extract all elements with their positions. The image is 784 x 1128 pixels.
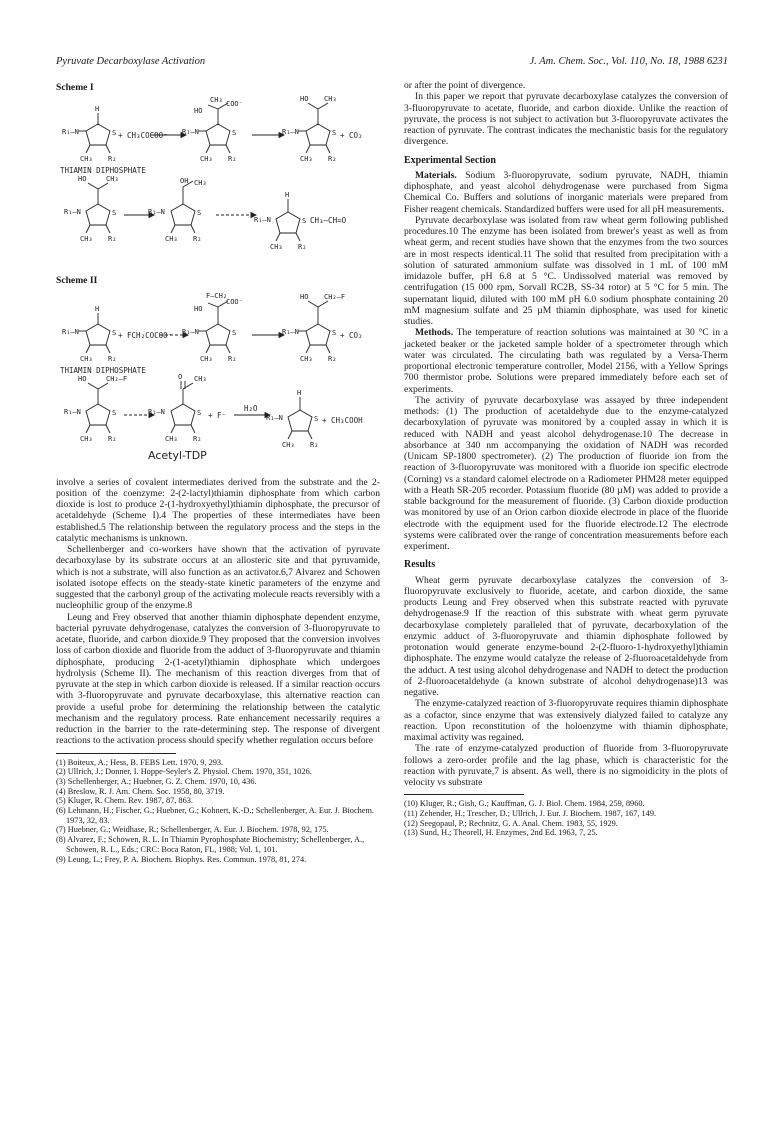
svg-text:HO: HO — [300, 292, 309, 301]
thiazolium-ring — [86, 124, 110, 145]
svg-text:CH₃: CH₃ — [80, 434, 93, 443]
svg-text:H: H — [297, 388, 302, 397]
svg-text:R₁–N: R₁–N — [282, 327, 299, 336]
running-head — [56, 56, 728, 70]
right-para-intro-2: In this paper we report that pyruvate decarboxylase catalyzes the conversion of 3-fluoropyruvate to acetate, fluoride, and carbon dioxide. Unlike the reaction of pyruvate, the process is not subject to activation but 3-fluoropyruvate activates the reaction of pyruvate. The contrast indicates the mechanistic basis for the regulatory divergence. — [404, 91, 728, 148]
footnote-6: (6) Lehmann, H.; Fischer, G.; Huebner, G.; Kohnert, K.-D.; Schellenberger, A. Eur. J. Biochem. 1973, 32, 83. — [56, 806, 374, 825]
svg-text:R₂: R₂ — [328, 155, 337, 164]
svg-text:HO: HO — [194, 107, 203, 116]
scheme-2 — [56, 287, 380, 477]
materials-heading: Materials. — [415, 169, 457, 181]
svg-text:S: S — [197, 209, 202, 218]
footnote-1: (1) Boiteux, A.; Hess, B. FEBS Lett. 1970, 9, 293. — [56, 757, 224, 767]
svg-text:H: H — [95, 105, 100, 114]
left-para-2: Schellenberger and co-workers have shown that the activation of pyruvate decarboxylase by its substrate occurs at an allosteric site and that pyruvamide, which is not a substrate, will also function as an activator.6,7 Alvarez and Schowen isolated isotope effects on the steady-state kinetic parameters of the enzyme and suggested that the carbonyl group of the activating molecule reacts reversibly with a nucleophilic group of the enzyme.8 — [56, 544, 380, 612]
svg-text:CH₃: CH₃ — [80, 155, 93, 164]
methods-para-1: The temperature of reaction solutions was maintained at 30 °C in a jacketed beaker or the jacketed sample holder of a spectrometer through which water was circulated. The circulating bath was regulated by a Versa-Therm proportional electronic temperature controller, Model 2156, with a Yellow Springs 700 thermistor probe. Solutions were prepared immediately before each set of experiments. — [404, 327, 728, 395]
svg-text:R₁–N: R₁–N — [64, 208, 81, 217]
left-footnotes — [56, 753, 380, 865]
scheme-1-drawing — [56, 93, 380, 273]
svg-text:R₂: R₂ — [193, 434, 202, 443]
results-para-1: Wheat germ pyruvate decarboxylase catalyzes the conversion of 3-fluoropyruvate exclusively to fluoride, acetate, and carbon dioxide, the same products Leung and Frey observed when this substrate reacted with pyruvate dehydrogenase.9 If the reaction of this substrate with wheat germ pyruvate decarboxylase completely paralleled that of pyruvate, decarboxylation of the enzymic adduct of 3-fluoropyruvate and thiamin diphosphate followed by protonation would generate enzyme-bound 2-(2-fluoro-1-hydroxyethyl)thiamin diphosphate. The enzyme would catalyze the release of 2-fluoroacetaldehyde from the adduct. A test using alcohol dehydrogenase and NADH to detect the production of 2-fluoroacetaldehyde (a known substrate of alcohol dehydrogenase)13 was negative. — [404, 574, 728, 698]
scheme-2-co2: + CO₂ — [340, 330, 363, 340]
scheme-2-tdp-caption: THIAMIN DIPHOSPHATE — [60, 365, 146, 375]
svg-text:COO⁻: COO⁻ — [226, 100, 243, 109]
materials-para-1: Sodium 3-fluoropyruvate, sodium pyruvate, NADH, thiamin diphosphate, and yeast alcohol dehydrogenase were purchased from Sigma Chemical Co. Buffers and solutions of inorganic materials were prepared from Fisher reagent chemicals. Standardized buffers were used for all pH measurements. — [404, 169, 728, 215]
svg-text:R₁–N: R₁–N — [182, 327, 199, 336]
scheme-2-drawing — [56, 287, 380, 477]
svg-text:OH: OH — [180, 177, 189, 186]
thiazolium-ring — [86, 404, 110, 425]
thiazolium-ring — [276, 212, 300, 233]
svg-text:R₁–N: R₁–N — [148, 407, 165, 416]
svg-text:CH₂–F: CH₂–F — [324, 292, 346, 301]
svg-text:CH₃: CH₃ — [194, 374, 207, 383]
thiazolium-ring — [206, 324, 230, 345]
left-para-3: Leung and Frey observed that another thiamin diphosphate dependent enzyme, bacterial pyruvate dehydrogenase, catalyzes the conversion of 3-fluoropyruvate to acetate, fluoride, and carbon dioxide.9 They proposed that the conversion involves loss of carbon dioxide and fluoride from the adduct of 3-fluoropyruvate and thiamin diphosphate, producing 2-(1-acetyl)thiamin diphosphate which undergoes hydrolysis (Scheme II). The mechanism of this reaction diverges from that of pyruvate at the step in which carbon dioxide is released. If a similar reaction occurs with 3-fluoropyruvate and pyruvate decarboxylase, this alternative reaction can provide a useful probe for determining the relationship between the catalytic mechanism and the regulatory process. Rate enhancement necessarily requires a reduction in the barrier to the rate-determining step. The response of divergent reactions to the activation process should specify whether regulation occurs before — [56, 611, 380, 747]
footnote-13: (13) Sund, H.; Theorell, H. Enzymes, 2nd Ed. 1963, 7, 25. — [404, 828, 598, 838]
svg-text:CH₃: CH₃ — [324, 95, 337, 104]
scheme-2-water: H₂O — [244, 403, 258, 413]
thiazolium-ring — [171, 404, 195, 425]
svg-text:CH₃: CH₃ — [200, 354, 213, 363]
footnote-12: (12) Seegopaul, P.; Rechnitz, G. A. Anal. Chem. 1983, 55, 1929. — [404, 818, 618, 828]
thiazolium-ring — [171, 204, 195, 225]
scheme-2-acetic-acid: + CH₃COOH — [322, 415, 363, 425]
footnote-3: (3) Schellenberger, A.; Huebner, G. Z. Chem. 1970, 10, 436. — [56, 776, 257, 786]
footnote-4: (4) Breslow, R. J. Am. Chem. Soc. 1958, 80, 3719. — [56, 786, 225, 796]
svg-text:R₂: R₂ — [108, 155, 117, 164]
svg-text:F–CH₂: F–CH₂ — [206, 291, 228, 300]
scheme-1-pyruvate: + CH₃COCOO⁻ — [118, 131, 168, 141]
svg-text:CH₃: CH₃ — [300, 354, 313, 363]
svg-text:S: S — [232, 129, 237, 138]
svg-text:R₁–N: R₁–N — [62, 327, 79, 336]
svg-text:HO: HO — [194, 304, 203, 313]
svg-text:S: S — [197, 408, 202, 417]
svg-text:CH₃: CH₃ — [270, 243, 283, 252]
svg-text:S: S — [112, 209, 117, 218]
footnote-rule — [404, 794, 524, 795]
svg-text:CH₃: CH₃ — [106, 175, 119, 184]
scheme-1-label: Scheme I — [56, 82, 94, 93]
thiazolium-ring — [288, 410, 312, 431]
footnote-10: (10) Kluger, R.; Gish, G.; Kauffman, G. J. Biol. Chem. 1984, 259, 8960. — [404, 799, 645, 809]
svg-text:S: S — [314, 414, 319, 423]
methods-heading: Methods. — [415, 327, 454, 339]
svg-text:S: S — [332, 328, 337, 337]
svg-text:R₁–N: R₁–N — [282, 128, 299, 137]
svg-text:R₁–N: R₁–N — [62, 128, 79, 137]
svg-text:R₁–N: R₁–N — [266, 413, 283, 422]
svg-text:H: H — [285, 191, 290, 200]
svg-text:S: S — [302, 217, 307, 226]
svg-text:COO⁻: COO⁻ — [226, 297, 243, 306]
left-para-1: involve a series of covalent intermediates derived from the substrate and the 2-position of the coenzyme: 2-(2-lactyl)thiamin diphosphate from which carbon dioxide is lost to produce 2-(1-hydroxyethyl)thiamin diphosphate, the precursor of acetaldehyde (Scheme I).4 The properties of these intermediates have been established.5 The relationship between the regulatory process and the steps in the catalytic mechanisms is unknown. — [56, 476, 380, 544]
results-para-3: The rate of enzyme-catalyzed production of fluoride from 3-fluoropyruvate follows a zero-order profile and the lag phase, which is characteristic for the reaction with pyruvate,7 is absent. As well, there is no sigmoidicity in the plots of velocity vs substrate — [404, 743, 728, 788]
svg-text:S: S — [232, 328, 237, 337]
svg-text:CH₃: CH₃ — [80, 354, 93, 363]
svg-text:HO: HO — [300, 95, 309, 104]
section-heading-results: Results — [404, 559, 436, 571]
svg-text:CH₃: CH₃ — [194, 179, 207, 188]
thiazolium-ring — [86, 324, 110, 345]
svg-text:R₂: R₂ — [193, 235, 202, 244]
scheme-1-co2: + CO₂ — [340, 131, 363, 141]
running-head-journal: J. Am. Chem. Soc., Vol. 110, No. 18, 1988 6231 — [529, 56, 728, 67]
scheme-2-fluoropyruvate: + FCH₂COCOO⁻ — [118, 330, 173, 340]
footnote-7: (7) Huebner, G.; Weidhase, R.; Schellenberger, A. Eur. J. Biochem. 1978, 92, 175. — [56, 825, 329, 835]
svg-text:R₂: R₂ — [298, 243, 307, 252]
footnote-2: (2) Ullrich, J.; Donner, I. Hoppe-Seyler's Z. Physiol. Chem. 1970, 351, 1026. — [56, 767, 312, 777]
svg-text:HO: HO — [78, 374, 87, 383]
thiazolium-ring — [306, 124, 330, 145]
svg-text:CH₃: CH₃ — [282, 440, 295, 449]
svg-text:CH₃: CH₃ — [300, 155, 313, 164]
svg-text:CH₃: CH₃ — [165, 434, 178, 443]
svg-text:R₂: R₂ — [108, 434, 117, 443]
svg-text:CH₃: CH₃ — [200, 155, 213, 164]
scheme-1-aldehyde: CH₃–CH=O — [310, 216, 347, 226]
svg-text:S: S — [112, 129, 117, 138]
right-column — [404, 80, 728, 838]
running-head-title: Pyruvate Decarboxylase Activation — [56, 56, 206, 67]
thiazolium-ring — [306, 324, 330, 345]
methods-para-2: The activity of pyruvate decarboxylase was assayed by three independent methods: (1) The production of acetaldehyde due to the enzyme-catalyzed decarboxylation of pyruvate was monitored by a coupled assay in which it is reduced with NADH and yeast alcohol dehydrogenase.10 The decrease in absorbance at 340 nm accompanying the oxidation of NADH was recorded (Unicam SP-1800 spectrometer). (2) The production of fluoride ion from the reaction of 3-fluoropyruvate was monitored with a fluoride ion specific electrode (Corning) vs a standard calomel electrode on a Radiometer PHM28 meter equipped with a Heath SR-205 recorder. Potassium fluoride (80 µM) was added to provide a stable background for the measurement of fluoride. (3) Carbon dioxide production was monitored by use of an Orion carbon dioxide electrode in place of the fluoride electrode with the equipment used for the fluoride electrode.12 The electrode systems were calibrated over the range of concentration measurements before each experiment. — [404, 394, 728, 552]
scheme-2-label: Scheme II — [56, 275, 98, 287]
footnote-5: (5) Kluger, R. Chem. Rev. 1987, 87, 863. — [56, 796, 193, 806]
footnote-rule — [56, 753, 176, 754]
svg-text:S: S — [112, 408, 117, 417]
svg-text:R₁–N: R₁–N — [182, 128, 199, 137]
svg-text:S: S — [332, 129, 337, 138]
svg-text:O: O — [178, 372, 183, 381]
svg-text:R₂: R₂ — [108, 235, 117, 244]
svg-text:CH₃: CH₃ — [165, 235, 178, 244]
svg-text:H: H — [95, 304, 100, 313]
svg-text:CH₃: CH₃ — [80, 235, 93, 244]
svg-text:HO: HO — [78, 175, 87, 184]
materials-para-2: Pyruvate decarboxylase was isolated from raw wheat germ following published procedures.10 The enzyme has been isolated from brewer's yeast as well as from wheat germ, and recent studies have shown that the enzymes from the two sources are in most respects identical.11 The solid that resulted from precipitation with a solution of saturated ammonium sulfate was dissolved in 1 mL of 100 mM imidazole buffer, pH 6.8 at 5 °C. Undissolved material was removed by centrifugation (15 000 rpm, Sorvall RC2B, SS-34 rotor) at 5 °C for 5 min. The supernatant liquid, diluted with 100 mM pH 6.0 sodium phosphate containing 20 mM magnesium sulfate and 25 µM thiamin diphosphate, was used for kinetic studies. — [404, 214, 728, 327]
section-heading-experimental: Experimental Section — [404, 154, 496, 166]
svg-text:R₁–N: R₁–N — [148, 208, 165, 217]
right-footnotes — [404, 794, 728, 838]
svg-text:CH₂–F: CH₂–F — [106, 374, 128, 383]
results-para-2: The enzyme-catalyzed reaction of 3-fluoropyruvate requires thiamin diphosphate as a cofactor, since enzyme that was extensively dialyzed failed to catalyze any reaction. Upon reconstitution of the holoenzyme with thiamin diphosphate, maximal activity was regained. — [404, 698, 728, 743]
scheme-1-tdp-caption: THIAMIN DIPHOSPHATE — [60, 166, 146, 176]
svg-text:R₁–N: R₁–N — [64, 407, 81, 416]
svg-text:R₂: R₂ — [228, 155, 237, 164]
svg-text:R₁–N: R₁–N — [254, 216, 271, 225]
svg-text:R₂: R₂ — [108, 354, 117, 363]
svg-text:S: S — [112, 328, 117, 337]
footnote-9: (9) Leung, L.; Frey, P. A. Biochem. Biophys. Res. Commun. 1978, 81, 274. — [56, 854, 307, 864]
scheme-2-acetyl-tdp: Acetyl-TDP — [148, 448, 207, 462]
right-para-intro-1: or after the point of divergence. — [404, 80, 526, 91]
svg-text:CH₃: CH₃ — [210, 96, 223, 105]
left-column — [56, 80, 380, 864]
footnote-11: (11) Zehender, H.; Trescher, D.; Ullrich, J. Eur. J. Biochem. 1987, 167, 149. — [404, 808, 657, 818]
thiazolium-ring — [86, 204, 110, 225]
svg-text:R₂: R₂ — [228, 354, 237, 363]
thiazolium-ring — [206, 124, 230, 145]
scheme-2-fluoride: + F⁻ — [208, 410, 227, 420]
footnote-8: (8) Alvarez, F.; Schowen, R. L. In Thiamin Pyrophosphate Biochemistry; Schellenberger, A., Schowen, R. L., Eds.; CRC: Boca Raton, FL, 1988; Vol. 1, 101. — [56, 835, 365, 854]
svg-text:R₂: R₂ — [310, 440, 319, 449]
scheme-1 — [56, 93, 380, 273]
svg-text:R₂: R₂ — [328, 354, 337, 363]
